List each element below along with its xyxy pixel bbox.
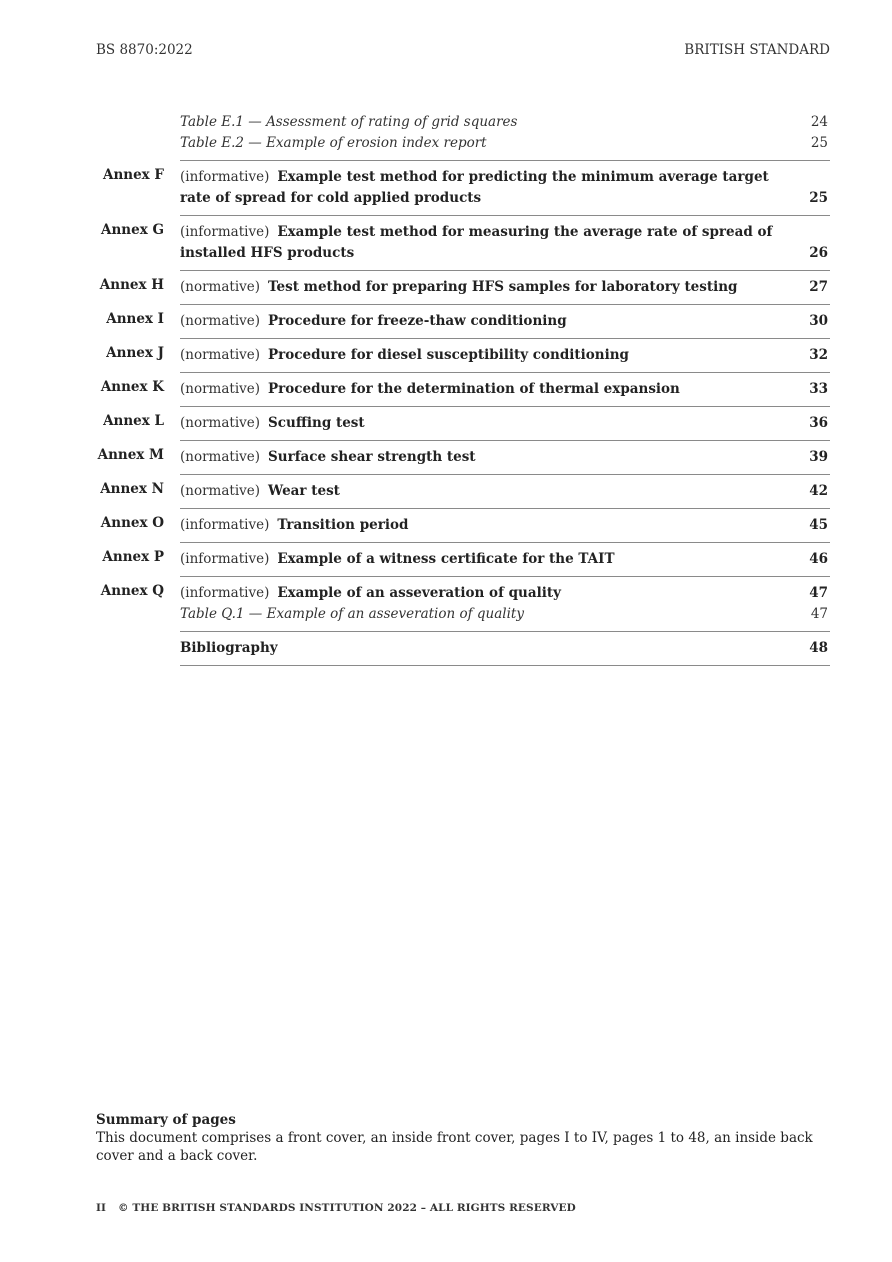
toc-annex-label: Annex F bbox=[102, 167, 164, 183]
toc-table-label: Table E.1 — Assessment of rating of grid squares bbox=[180, 114, 518, 130]
toc-table-entry[interactable] bbox=[180, 112, 830, 133]
toc-annex-title: Procedure for the determination of thermal expansion bbox=[268, 381, 680, 397]
toc-annex-title: Procedure for freeze-thaw conditioning bbox=[268, 313, 567, 329]
toc-annex-kind: (normative) bbox=[180, 279, 261, 295]
toc-annex-label: Annex K bbox=[100, 379, 164, 395]
toc-annex-label: Annex O bbox=[100, 515, 164, 531]
header-publisher: BRITISH STANDARD bbox=[684, 42, 830, 58]
toc-table-entry[interactable] bbox=[180, 133, 830, 154]
toc-row-annex-k[interactable] bbox=[96, 373, 830, 407]
toc-table-label: Table E.2 — Example of erosion index report bbox=[180, 135, 487, 151]
footer-page-number: II bbox=[96, 1202, 107, 1214]
toc-entry bbox=[180, 407, 830, 441]
toc-entry bbox=[180, 112, 830, 161]
toc-annex-label: Annex P bbox=[102, 549, 164, 565]
toc-row-annex-p[interactable] bbox=[96, 543, 830, 577]
toc-row-annex-g[interactable] bbox=[96, 216, 830, 271]
toc-annex-kind: (informative) bbox=[180, 517, 270, 533]
toc-entry bbox=[180, 632, 830, 666]
toc-page-number: 36 bbox=[809, 415, 828, 431]
footer-copyright: © THE BRITISH STANDARDS INSTITUTION 2022 – ALL RIGHTS RESERVED bbox=[118, 1202, 576, 1214]
toc-annex-label: Annex G bbox=[101, 222, 164, 238]
toc-page-number: 32 bbox=[809, 347, 828, 363]
toc-table-page: 24 bbox=[810, 114, 828, 130]
header-document-id: BS 8870:2022 bbox=[96, 42, 193, 58]
toc-entry bbox=[180, 339, 830, 373]
toc-row-annex-j[interactable] bbox=[96, 339, 830, 373]
toc-page-number: 42 bbox=[809, 483, 828, 499]
toc-entry bbox=[180, 305, 830, 339]
toc-annex-label: Annex L bbox=[103, 413, 164, 429]
toc-annex-kind: (normative) bbox=[180, 313, 261, 329]
page-footer bbox=[96, 1202, 576, 1214]
toc-annex-title: Example of a witness certificate for the TAIT bbox=[277, 551, 615, 567]
toc-annex-kind: (normative) bbox=[180, 381, 261, 397]
summary-of-pages bbox=[96, 1111, 830, 1165]
toc-page-number: 26 bbox=[809, 245, 828, 261]
toc-annex-title: Test method for preparing HFS samples for laboratory testing bbox=[268, 279, 738, 295]
toc-entry bbox=[180, 216, 830, 271]
toc-annex-label bbox=[96, 112, 164, 161]
toc-annex-label: Annex I bbox=[106, 311, 164, 327]
toc-table-page: 47 bbox=[810, 606, 828, 622]
toc-annex-title: Example of an asseveration of quality bbox=[277, 585, 561, 601]
toc-entry bbox=[180, 441, 830, 475]
toc-row-annex-f[interactable] bbox=[96, 161, 830, 216]
toc-row-annex-l[interactable] bbox=[96, 407, 830, 441]
toc-page-number: 27 bbox=[809, 279, 828, 295]
toc-entry bbox=[180, 509, 830, 543]
toc-annex-label: Annex Q bbox=[100, 583, 164, 599]
toc-table-label: Table Q.1 — Example of an asseveration of quality bbox=[180, 606, 524, 622]
summary-text: This document comprises a front cover, an inside front cover, pages I to IV, pages 1 to 48, an inside back cover and a back cover. bbox=[96, 1130, 813, 1164]
toc-row-annex-m[interactable] bbox=[96, 441, 830, 475]
toc-row-annex-e-tables bbox=[96, 112, 830, 161]
toc-annex-title: Scuffing test bbox=[268, 415, 365, 431]
toc-page-number: 25 bbox=[809, 190, 828, 206]
toc-row-annex-q[interactable] bbox=[96, 577, 830, 632]
toc-annex-kind: (informative) bbox=[180, 169, 270, 185]
toc-annex-kind: (informative) bbox=[180, 551, 270, 567]
toc-page-number: 39 bbox=[809, 449, 828, 465]
toc-row-annex-i[interactable] bbox=[96, 305, 830, 339]
toc-annex-label bbox=[96, 632, 164, 666]
toc-row-annex-h[interactable] bbox=[96, 271, 830, 305]
toc-page-number: 30 bbox=[809, 313, 828, 329]
toc-page-number: 33 bbox=[809, 381, 828, 397]
toc-entry bbox=[180, 543, 830, 577]
toc-annex-label: Annex M bbox=[97, 447, 164, 463]
toc-annex-kind: (informative) bbox=[180, 585, 270, 601]
toc-entry bbox=[180, 475, 830, 509]
toc-annex-kind: (normative) bbox=[180, 347, 261, 363]
toc-annex-title: Example test method for measuring the average rate of spread of installed HFS products bbox=[180, 224, 773, 261]
toc-page-number: 45 bbox=[809, 517, 828, 533]
toc-annex-title: Wear test bbox=[268, 483, 340, 499]
toc-bibliography-title: Bibliography bbox=[180, 640, 278, 656]
toc-annex-kind: (normative) bbox=[180, 449, 261, 465]
toc-annex-label: Annex H bbox=[99, 277, 164, 293]
toc-table-entry[interactable] bbox=[180, 604, 830, 625]
toc-annex-kind: (normative) bbox=[180, 415, 261, 431]
toc-entry bbox=[180, 577, 830, 632]
toc-annex-title: Example test method for predicting the minimum average target rate of spread for cold applied products bbox=[180, 169, 769, 206]
toc-table-page: 25 bbox=[810, 135, 828, 151]
toc-annex-title: Procedure for diesel susceptibility conditioning bbox=[268, 347, 629, 363]
toc-annex-kind: (informative) bbox=[180, 224, 270, 240]
toc-entry bbox=[180, 373, 830, 407]
toc-row-annex-o[interactable] bbox=[96, 509, 830, 543]
toc-row-bibliography[interactable] bbox=[96, 632, 830, 666]
toc-annex-label: Annex N bbox=[100, 481, 164, 497]
toc-page-number: 47 bbox=[809, 585, 828, 601]
toc-entry bbox=[180, 161, 830, 216]
toc-annex-label: Annex J bbox=[106, 345, 164, 361]
toc-annex-title: Surface shear strength test bbox=[268, 449, 476, 465]
toc-page-number: 46 bbox=[809, 551, 828, 567]
toc-annex-title: Transition period bbox=[277, 517, 409, 533]
table-of-contents bbox=[96, 112, 830, 666]
summary-title: Summary of pages bbox=[96, 1112, 236, 1128]
toc-page-number: 48 bbox=[809, 640, 828, 656]
toc-row-annex-n[interactable] bbox=[96, 475, 830, 509]
toc-annex-kind: (normative) bbox=[180, 483, 261, 499]
toc-entry bbox=[180, 271, 830, 305]
